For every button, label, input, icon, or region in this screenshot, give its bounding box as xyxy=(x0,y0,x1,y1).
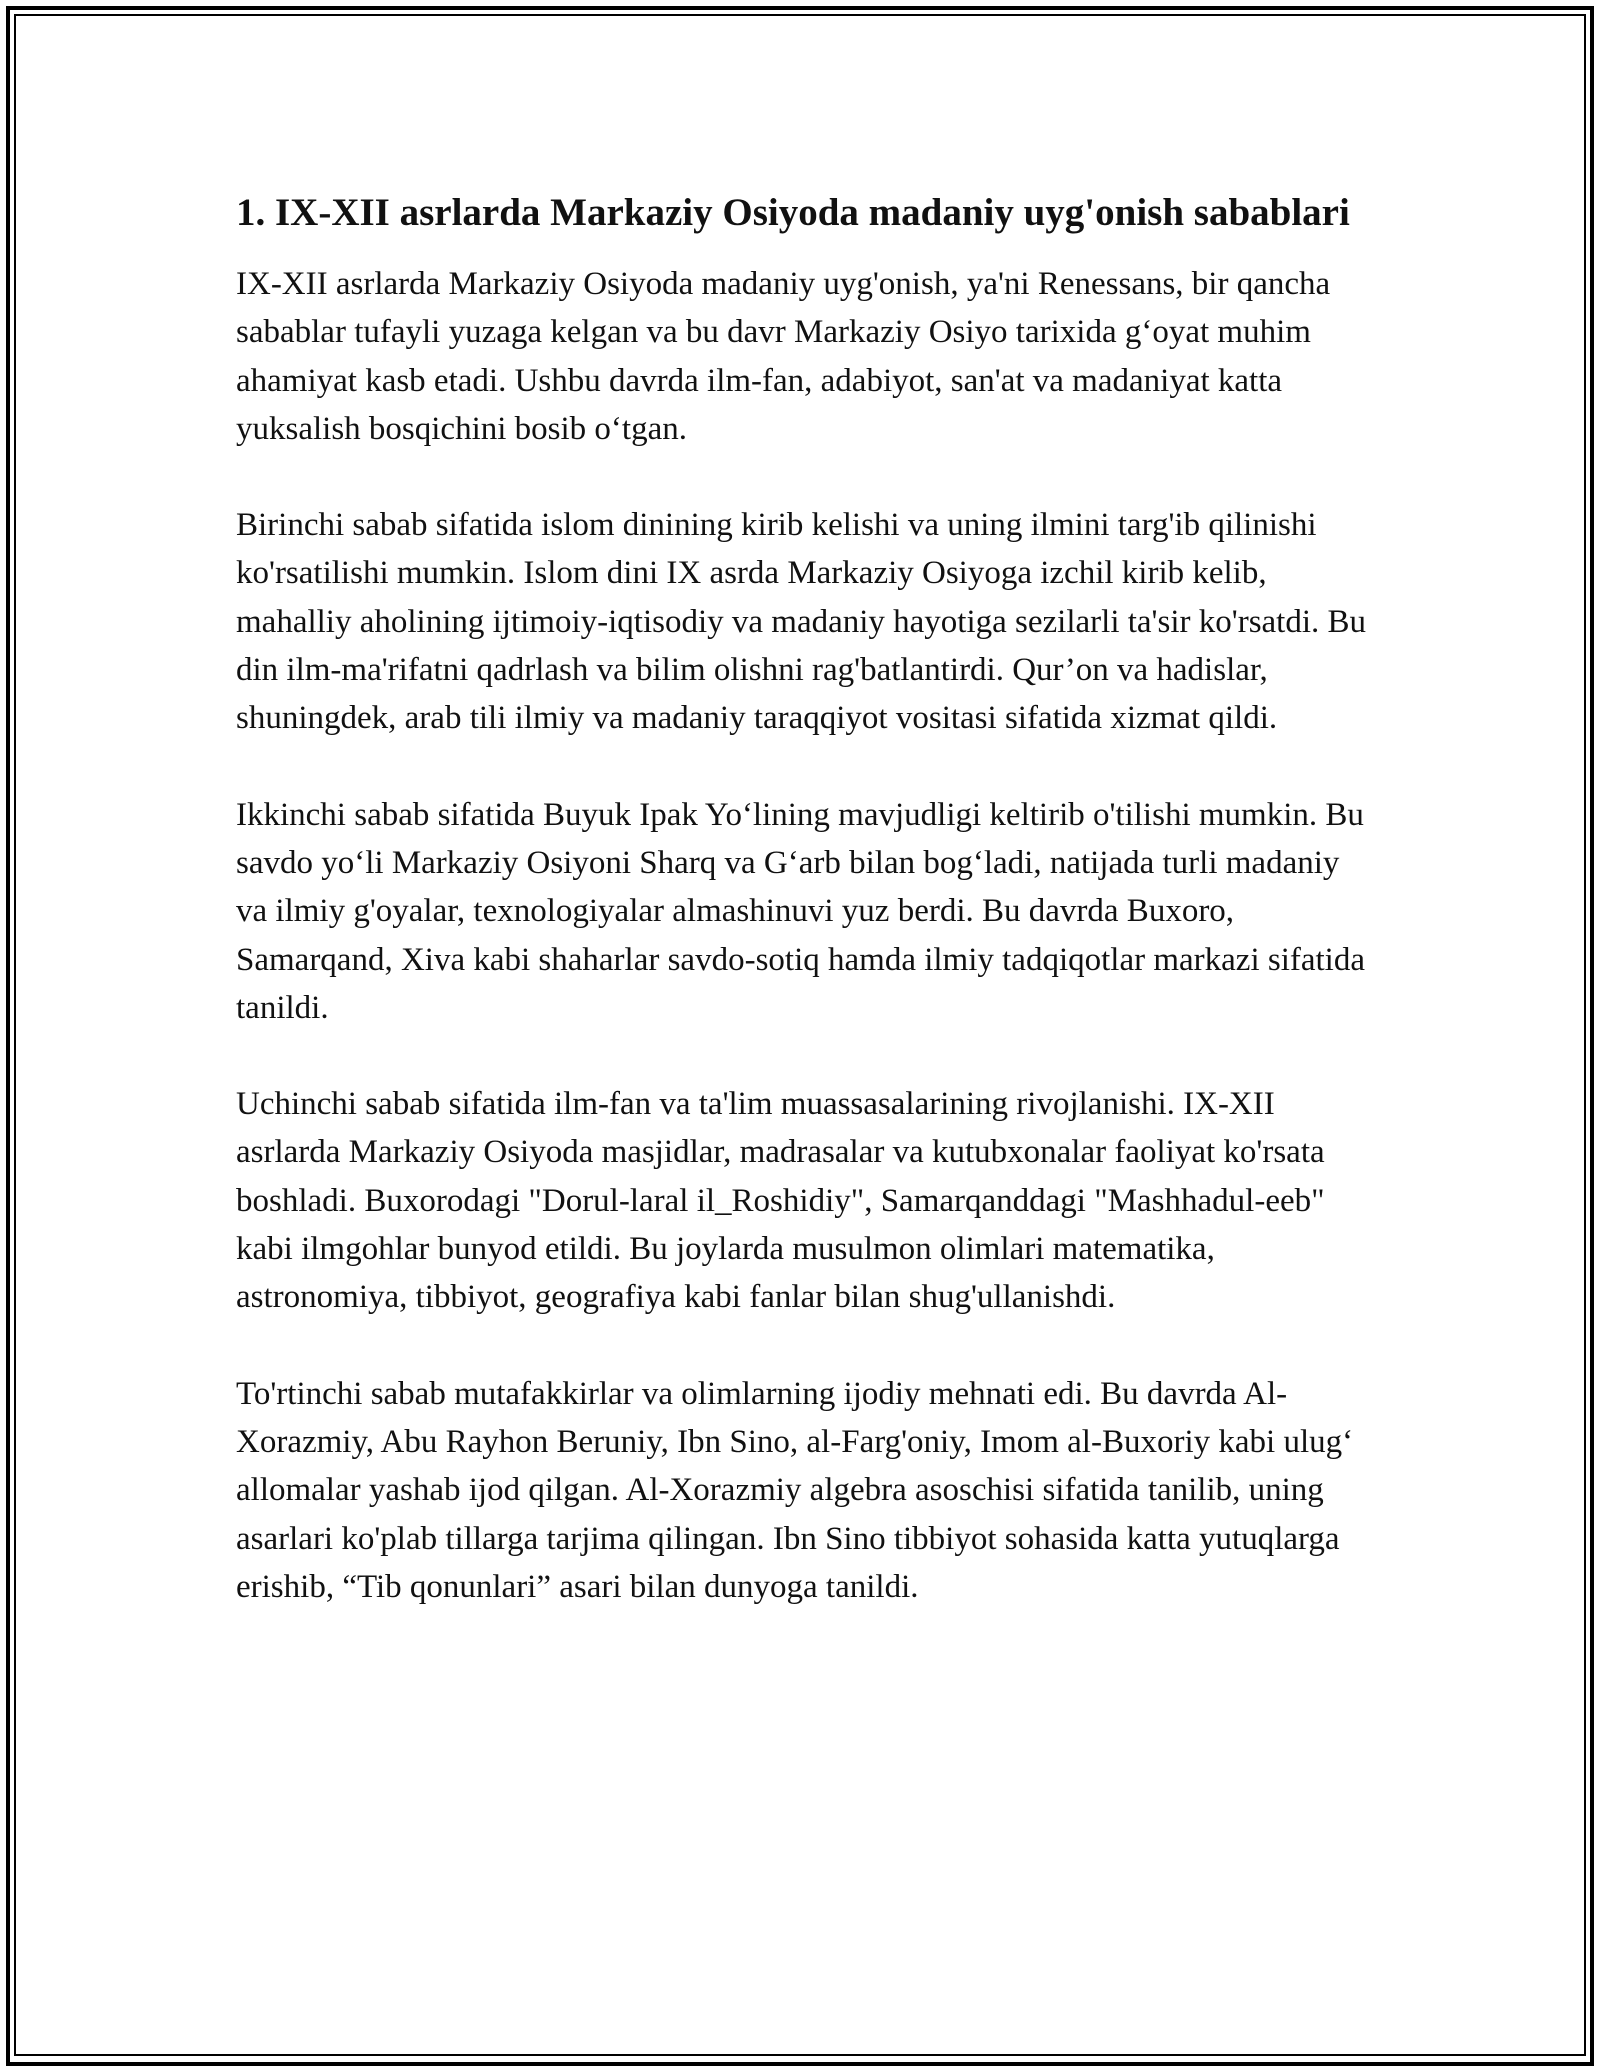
section-heading: 1. IX-XII asrlarda Markaziy Osiyoda madaniy uyg'onish sabablari xyxy=(236,191,1350,234)
paragraph-second-reason: Ikkinchi sabab sifatida Buyuk Ipak Yo‘lining mavjudligi keltirib o'tilishi mumkin. Bu savdo yo‘li Markaziy Osiyoni Sharq va G‘arb bilan bog‘ladi, natijada turli madaniy va ilmiy g'oyalar, texnologiyalar almashinuvi yuz berdi. Bu davrda Buxoro, Samarqand, Xiva kabi shaharlar savdo-sotiq hamda ilmiy tadqiqotlar markazi sifatida tanildi. xyxy=(236,796,1365,1026)
paragraph-intro: IX-XII asrlarda Markaziy Osiyoda madaniy uyg'onish, ya'ni Renessans, bir qancha sabablar tufayli yuzaga kelgan va bu davr Markaziy Osiyo tarixida g‘oyat muhim ahamiyat kasb etadi. Ushbu davrda ilm-fan, adabiyot, san'at va madaniyat katta yuksalish bosqichini bosib o‘tgan. xyxy=(236,266,1331,447)
paragraph-first-reason: Birinchi sabab sifatida islom dinining kirib kelishi va uning ilmini targ'ib qilinishi ko'rsatilishi mumkin. Islom dini IX asrda Markaziy Osiyoga izchil kirib kelib, mahalliy aholining ijtimoiy-iqtisodiy va madaniy hayotiga sezilarli ta'sir ko'rsatdi. Bu din ilm-ma'rifatni qadrlash va bilim olishni rag'batlantirdi. Qur’on va hadislar, shuningdek, arab tili ilmiy va madaniy taraqqiyot vositasi sifatida xizmat qildi. xyxy=(236,507,1367,737)
paragraph-third-reason: Uchinchi sabab sifatida ilm-fan va ta'lim muassasalarining rivojlanishi. IX-XII asrlarda Markaziy Osiyoda masjidlar, madrasalar va kutubxonalar faoliyat ko'rsata boshladi. Buxorodagi "Dorul-laral il_Roshidiy", Samarqanddagi "Mashhadul-eeb" kabi ilmgohlar bunyod etildi. Bu joylarda musulmon olimlari matematika, astronomiya, tibbiyot, geografiya kabi fanlar bilan shug'ullanishdi. xyxy=(236,1086,1325,1316)
paragraph-fourth-reason: To'rtinchi sabab mutafakkirlar va olimlarning ijodiy mehnati edi. Bu davrda Al-Xorazmiy, Abu Rayhon Beruniy, Ibn Sino, al-Farg'oniy, Imom al-Buxoriy kabi ulug‘ allomalar yashab ijod qilgan. Al-Xorazmiy algebra asoschisi sifatida tanilib, uning asarlari ko'plab tillarga tarjima qilingan. Ibn Sino tibbiyot sohasida katta yutuqlarga erishib, “Tib qonunlari” asari bilan dunyoga tanildi. xyxy=(236,1375,1354,1605)
document-body xyxy=(236,186,1376,1659)
